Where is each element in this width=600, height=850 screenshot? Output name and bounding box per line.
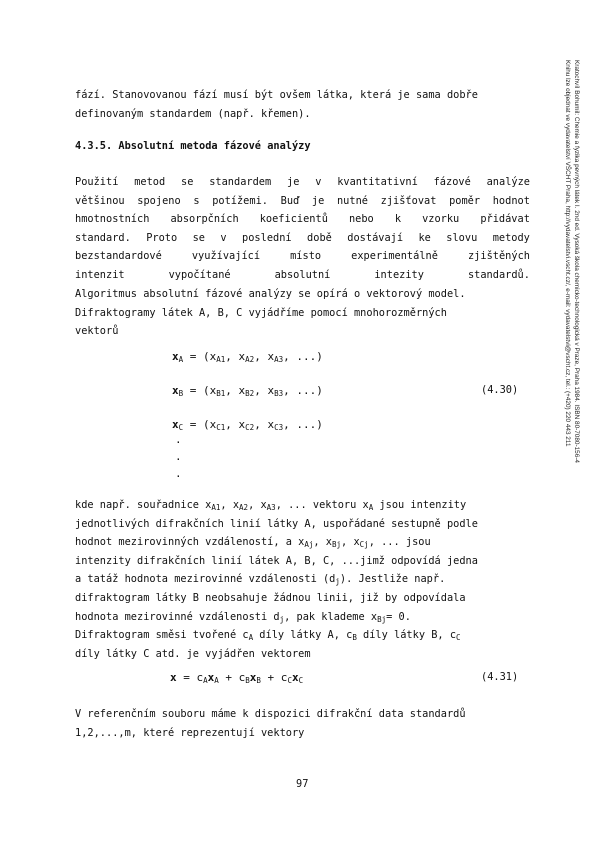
ellipsis-dot: . bbox=[175, 450, 182, 463]
text-line: Difraktogramy látek A, B, C vyjádříme pomocí mnohorozměrných bbox=[75, 306, 447, 319]
paragraph-algorithm bbox=[75, 285, 530, 341]
text-line: fází. Stanovovanou fází musí být ovšem látka, která je sama dobře bbox=[75, 89, 478, 101]
ellipsis-dot: . bbox=[175, 467, 182, 480]
word: je bbox=[311, 194, 325, 207]
word: potížemi. bbox=[212, 194, 268, 207]
word: standard. bbox=[75, 231, 131, 244]
word: standardů. bbox=[467, 268, 530, 281]
word: dostávají bbox=[347, 231, 404, 244]
text-line: díly látky C atd. je vyjádřen vektorem bbox=[75, 647, 311, 660]
word: přidávat bbox=[480, 213, 530, 226]
side-citation-line: Knihu lze objednat ve vydavatelství VŠCHT Praha, http://vydavatelstvi.vscht.cz/, e-mail: vydavatelstvi@vscht.cz, tel.: (+420) 220 443 211 bbox=[564, 60, 571, 447]
word: zjišťovat bbox=[380, 194, 437, 207]
word: koeficientů bbox=[259, 213, 328, 226]
section-heading bbox=[75, 137, 530, 156]
paragraph-coordinates bbox=[75, 496, 530, 663]
word: bezstandardové bbox=[75, 250, 162, 263]
word: hmotnostních bbox=[75, 213, 150, 226]
text-line bbox=[75, 173, 530, 192]
word: Použití bbox=[75, 176, 119, 188]
word: absorpčních bbox=[170, 213, 239, 226]
text-line: 1,2,...,m, které reprezentují vektory bbox=[75, 726, 305, 739]
word: Proto bbox=[146, 231, 178, 244]
word: době bbox=[307, 231, 332, 244]
section-title: Absolutní metoda fázové analýzy bbox=[118, 140, 311, 152]
equation-xa: $x_A = (x_{A1}$, $x_{A2}$, $x_{A3}$, ...) bbox=[172, 350, 323, 364]
ellipsis-dot: . bbox=[175, 433, 182, 446]
side-citation bbox=[563, 60, 581, 463]
word: hodnot bbox=[492, 194, 530, 207]
word: poměr bbox=[449, 194, 481, 207]
word: slovu bbox=[446, 231, 478, 244]
side-citation-line: Kratochvíl Bohumil: Chemie a fyzika pevných látek I. 2nd ed. Vysoká škola chemicko-technologická v Praze, Praha 1984. ISBN 80-7080-156-4 bbox=[573, 60, 580, 463]
word: vzorku bbox=[422, 213, 460, 226]
word: většinou bbox=[75, 194, 125, 207]
word: Buď bbox=[280, 194, 300, 207]
word: zjištěných bbox=[467, 250, 530, 263]
word: nutné bbox=[336, 194, 368, 207]
word: spojeno bbox=[137, 194, 181, 207]
word: poslední bbox=[242, 231, 292, 244]
section-number: 4.3.5. bbox=[75, 140, 113, 152]
word: standardem bbox=[209, 176, 272, 188]
equation-number-4-31: (4.31) bbox=[481, 671, 519, 683]
text-line: a tatáž hodnota mezirovinné vzdálenosti $(d_j)$. Jestliže např. bbox=[75, 573, 446, 587]
word: absolutní bbox=[274, 268, 331, 281]
text-line: vektorů bbox=[75, 325, 119, 338]
text-line bbox=[75, 266, 530, 285]
text-line: kde např. souřadnice $x_{A1}$, $x_{A2}$, $x_{A3}$, ... vektoru $x_A$ jsou intenzity bbox=[75, 499, 467, 512]
word: se bbox=[192, 231, 206, 244]
text-line bbox=[75, 229, 530, 248]
word: s bbox=[193, 194, 200, 207]
word: je bbox=[287, 176, 300, 188]
top-paragraph bbox=[75, 86, 530, 123]
equation-number-4-30: (4.30) bbox=[481, 384, 519, 396]
word: nebo bbox=[348, 213, 374, 226]
text-line: jednotlivých difrakčních linií látky A, uspořádané sestupně podle bbox=[75, 517, 478, 530]
word: intenzit bbox=[75, 268, 125, 281]
word: místo bbox=[290, 250, 322, 263]
text-line: hodnot mezirovinných vzdáleností, a $x_{Aj}$, $x_{Bj}$, $x_{Cj}$, ... jsou bbox=[75, 536, 431, 550]
word: k bbox=[394, 213, 402, 226]
text-line: intenzity difrakčních linií látek A, B, C, ...jimž odpovídá jedna bbox=[75, 554, 478, 567]
word: kvantitativní bbox=[337, 176, 418, 188]
word: analýze bbox=[486, 176, 530, 188]
word: ke bbox=[418, 231, 431, 244]
paragraph-reference-set bbox=[75, 705, 530, 742]
word: metody bbox=[492, 231, 530, 244]
text-line: Difraktogram směsi tvořené $c_A$ díly látky A, $c_B$ díly látky B, $c_C$ bbox=[75, 629, 461, 643]
text-line bbox=[75, 192, 530, 211]
page-number: 97 bbox=[296, 778, 309, 790]
word: v bbox=[220, 231, 227, 244]
text-line bbox=[75, 210, 530, 229]
word: využívající bbox=[191, 250, 261, 263]
word: fázové bbox=[433, 176, 471, 188]
word: intezity bbox=[374, 268, 424, 281]
text-line: difraktogram látky B neobsahuje žádnou linii, již by odpovídala bbox=[75, 591, 466, 604]
word: vypočítané bbox=[168, 268, 231, 281]
equation-xb: $x_B = (x_{B1}$, $x_{B2}$, $x_{B3}$, ...) bbox=[172, 384, 323, 398]
text-line bbox=[75, 247, 530, 266]
text-line: hodnota mezirovinné vzdálenosti $d_j$, pak klademe $x_{Bj}= 0$. bbox=[75, 610, 411, 624]
word: metod bbox=[134, 176, 166, 188]
text-line: Algoritmus absolutní fázové analýzy se opírá o vektorový model. bbox=[75, 288, 466, 300]
text-line: definovaným standardem (např. křemen). bbox=[75, 107, 311, 120]
word: v bbox=[315, 176, 322, 188]
text-line: V referenčním souboru máme k dispozici difrakční data standardů bbox=[75, 708, 466, 720]
paragraph-methods bbox=[75, 173, 530, 285]
equation-xc: $x_C = (x_{C1}$, $x_{C2}$, $x_{C3}$, ...) bbox=[172, 418, 323, 432]
equation-mixture: $x = c_Ax_A + c_Bx_B + c_Cx_C$ bbox=[170, 671, 304, 685]
word: se bbox=[181, 176, 194, 188]
word: experimentálně bbox=[351, 250, 438, 263]
